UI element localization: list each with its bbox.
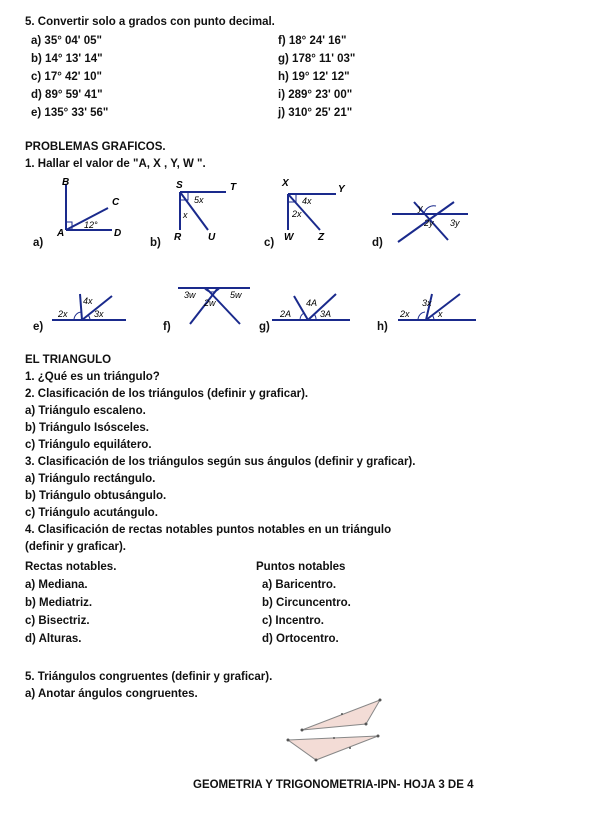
angle-label: 5x	[194, 195, 204, 205]
figure-label: f)	[163, 321, 171, 333]
puntos-header: Puntos notables	[256, 561, 346, 573]
recta-item: c) Bisectriz.	[25, 615, 90, 627]
conversion-item: j) 310° 25' 21"	[278, 107, 353, 119]
angle-label: 5w	[230, 290, 242, 300]
conversion-item: d) 89° 59' 41"	[31, 89, 103, 101]
label-r: R	[174, 232, 182, 243]
section5-title: 5. Convertir solo a grados con punto decimal.	[25, 16, 275, 28]
conversion-item: g) 178° 11' 03"	[278, 53, 356, 65]
triangulo-line: a) Triángulo rectángulo.	[25, 473, 156, 485]
angle-label: 3x	[422, 298, 432, 308]
angle-label: x	[183, 210, 188, 220]
label-c: C	[112, 197, 120, 208]
recta-item: d) Alturas.	[25, 633, 82, 645]
congruentes-title: 5. Triángulos congruentes (definir y graficar).	[25, 671, 273, 683]
congruent-triangles-diagram	[276, 688, 416, 778]
angle-label: 3w	[184, 290, 196, 300]
conversion-item: h) 19° 12' 12"	[278, 71, 350, 83]
angle-label: 2x	[400, 309, 410, 319]
figure-e-diagram	[50, 290, 130, 334]
rectas-header: Rectas notables.	[25, 561, 117, 573]
angle-label: 12°	[84, 220, 98, 230]
triangle-upper	[302, 700, 380, 730]
figure-label: b)	[150, 237, 161, 249]
label-s: S	[176, 180, 183, 191]
triangulo-line: b) Triángulo Isósceles.	[25, 422, 149, 434]
figure-label: d)	[372, 237, 383, 249]
triangulo-line: 1. ¿Qué es un triángulo?	[25, 371, 160, 383]
punto-item: a) Baricentro.	[262, 579, 337, 591]
figure-d-diagram	[384, 194, 504, 254]
label-y: Y	[338, 184, 345, 195]
label-x: X	[282, 178, 289, 189]
angle-label: 2A	[280, 309, 292, 319]
conversion-item: c) 17° 42' 10"	[31, 71, 102, 83]
label-z: Z	[318, 232, 325, 243]
recta-item: b) Mediatriz.	[25, 597, 93, 609]
angle-label: 4x	[83, 296, 93, 306]
angle-label: 3x	[94, 309, 104, 319]
triangulo-title: EL TRIANGULO	[25, 354, 112, 366]
congruentes-sub: a) Anotar ángulos congruentes.	[25, 688, 198, 700]
figure-g-diagram	[270, 290, 352, 334]
recta-item: a) Mediana.	[25, 579, 88, 591]
punto-item: d) Ortocentro.	[262, 633, 339, 645]
label-d: D	[114, 228, 122, 239]
angle-label: 2y	[424, 218, 434, 228]
figure-c-diagram	[276, 172, 356, 252]
angle-label: 2x	[58, 309, 68, 319]
triangulo-line: 4. Clasificación de rectas notables puntos notables en un triángulo	[25, 524, 392, 536]
punto-item: b) Circuncentro.	[262, 597, 351, 609]
figure-a-diagram	[48, 172, 128, 252]
figure-h-diagram	[396, 288, 478, 334]
angle-label: 3A	[320, 309, 332, 319]
problemas-question: 1. Hallar el valor de "A, X , Y, W ".	[25, 158, 206, 170]
triangulo-line: b) Triángulo obtusángulo.	[25, 490, 167, 502]
figure-label: e)	[33, 321, 44, 333]
problemas-title: PROBLEMAS GRAFICOS.	[25, 141, 166, 153]
conversion-item: e) 135° 33' 56"	[31, 107, 109, 119]
angle-label: 4A	[306, 298, 318, 308]
triangulo-line: a) Triángulo escaleno.	[25, 405, 146, 417]
label-u: U	[208, 232, 216, 243]
conversion-item: a) 35° 04' 05"	[31, 35, 102, 47]
angle-label: 3y	[450, 218, 460, 228]
conversion-item: b) 14° 13' 14"	[31, 53, 103, 65]
figure-label: a)	[33, 237, 44, 249]
conversion-item: i) 289° 23' 00"	[278, 89, 353, 101]
triangulo-line: 2. Clasificación de los triángulos (definir y graficar).	[25, 388, 309, 400]
angle-label: 2x	[292, 209, 302, 219]
conversion-item: f) 18° 24' 16"	[278, 35, 347, 47]
label-w: W	[284, 232, 294, 243]
footer: GEOMETRIA Y TRIGONOMETRIA-IPN- HOJA 3 DE 4	[193, 779, 474, 791]
figure-b-diagram	[162, 172, 242, 252]
angle-label: 2w	[204, 298, 216, 308]
punto-item: c) Incentro.	[262, 615, 324, 627]
figure-label: h)	[377, 321, 388, 333]
figure-label: c)	[264, 237, 275, 249]
angle-label: y	[418, 203, 423, 213]
label-t: T	[230, 182, 237, 193]
angle-label: x	[438, 309, 443, 319]
angle-label: 4x	[302, 196, 312, 206]
triangulo-line: 3. Clasificación de los triángulos según sus ángulos (definir y graficar).	[25, 456, 416, 468]
figure-label: g)	[259, 321, 270, 333]
triangulo-line: c) Triángulo equilátero.	[25, 439, 152, 451]
label-a: A	[57, 228, 65, 239]
figure-f-diagram	[176, 284, 256, 332]
label-b: B	[62, 177, 70, 188]
triangulo-line: c) Triángulo acutángulo.	[25, 507, 158, 519]
triangulo-line: (definir y graficar).	[25, 541, 126, 553]
triangle-lower	[288, 736, 378, 760]
